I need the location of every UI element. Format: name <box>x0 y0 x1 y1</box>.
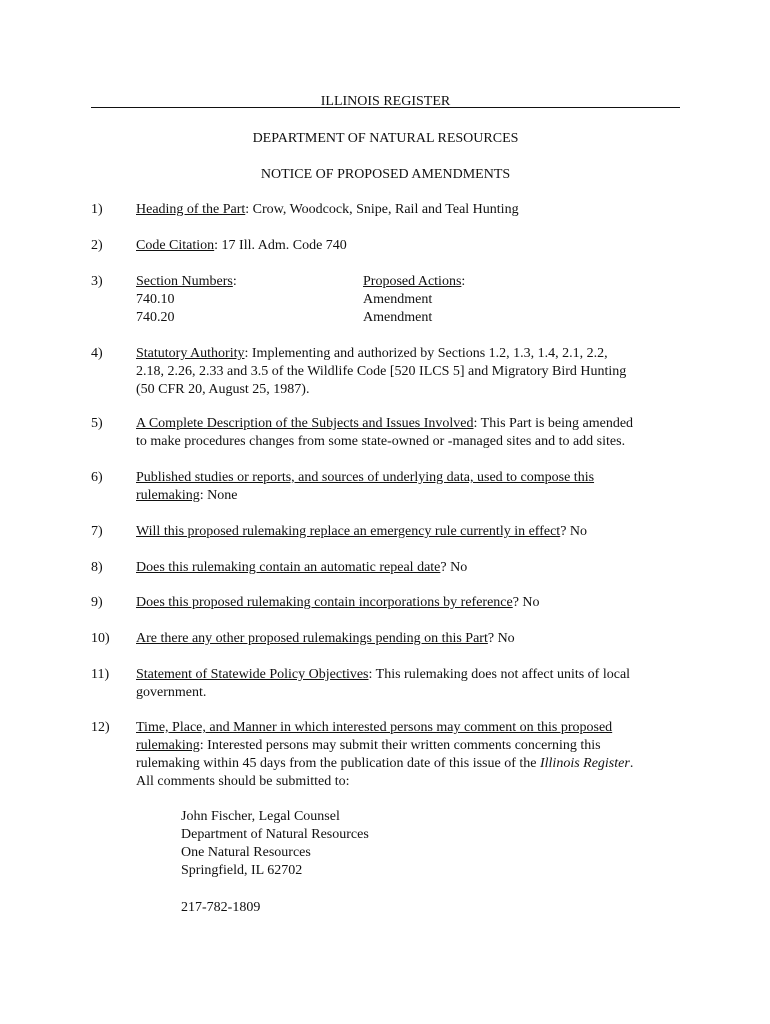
item-number: 5) <box>91 416 103 431</box>
item-label: Statement of Statewide Policy Objectives <box>136 667 369 682</box>
item-label: Are there any other proposed rulemakings pending on this Part <box>136 631 488 646</box>
contact-block <box>181 808 369 880</box>
section-table-row <box>136 309 682 327</box>
item-number: 3) <box>91 274 103 289</box>
contact-phone: 217-782-1809 <box>181 900 261 915</box>
item-body <box>136 201 682 219</box>
item-label: Heading of the Part <box>136 202 246 217</box>
contact-name: John Fischer, Legal Counsel <box>181 809 340 824</box>
department-title: DEPARTMENT OF NATURAL RESOURCES <box>252 131 519 146</box>
item-label: Time, Place, and Manner in which interested persons may comment on this proposed <box>136 720 613 735</box>
proposed-action: Amendment <box>363 310 433 325</box>
item-number: 7) <box>91 524 103 539</box>
notice-title: NOTICE OF PROPOSED AMENDMENTS <box>260 167 511 182</box>
item-number: 1) <box>91 202 103 217</box>
contact-street: One Natural Resources <box>181 845 311 860</box>
contact-org: Department of Natural Resources <box>181 827 369 842</box>
publication-name: Illinois Register <box>539 756 630 771</box>
item-label: Does this proposed rulemaking contain incorporations by reference <box>136 595 513 610</box>
item-body: Does this rulemaking contain an automatic repeal date? No <box>136 560 468 575</box>
item-body <box>136 237 682 255</box>
header-rule <box>91 107 680 108</box>
item-number: 11) <box>91 667 110 682</box>
item-number: 4) <box>91 346 103 361</box>
proposed-actions-label: Proposed Actions <box>363 274 462 289</box>
register-title: ILLINOIS REGISTER <box>320 94 451 109</box>
item-label: Will this proposed rulemaking replace an emergency rule currently in effect <box>136 524 561 539</box>
contact-city: Springfield, IL 62702 <box>181 863 303 878</box>
item-number: 2) <box>91 238 103 253</box>
item-label: Statutory Authority <box>136 346 245 361</box>
section-numbers-label: Section Numbers <box>136 274 233 289</box>
item-text: : 17 Ill. Adm. Code 740 <box>214 238 347 253</box>
item-body: A Complete Description of the Subjects and Issues Involved: This Part is being amended to make procedures changes from some state-owned or -managed sites and to add sites. <box>136 416 634 449</box>
item-number: 9) <box>91 595 103 610</box>
item-number: 8) <box>91 560 103 575</box>
section-number: 740.10 <box>136 292 175 307</box>
item-body: Are there any other proposed rulemakings pending on this Part? No <box>136 631 515 646</box>
item-body: Published studies or reports, and sources of underlying data, used to compose this rulemaking: None <box>136 469 682 505</box>
item-body: Time, Place, and Manner in which interested persons may comment on this proposed rulemaking: Interested persons may submit their written comments concerning this rulemaking within 45 days from the publication date of this issue of the Illinois Register. All comments should be submitted to: <box>136 719 682 791</box>
section-table-header: Section Numbers: Proposed Actions: <box>136 274 466 289</box>
item-label: A Complete Description of the Subjects and Issues Involved <box>136 416 474 431</box>
section-table-row <box>136 291 682 309</box>
item-text: : Crow, Woodcock, Snipe, Rail and Teal Hunting <box>245 202 519 217</box>
item-label: Code Citation <box>136 238 215 253</box>
item-number: 10) <box>91 631 110 646</box>
item-body: Will this proposed rulemaking replace an emergency rule currently in effect? No <box>136 524 588 539</box>
item-label: Does this rulemaking contain an automatic repeal date <box>136 560 441 575</box>
section-number: 740.20 <box>136 310 175 325</box>
item-body: Statement of Statewide Policy Objectives: This rulemaking does not affect units of local government. <box>136 667 631 700</box>
proposed-action: Amendment <box>363 292 433 307</box>
item-number: 6) <box>91 470 103 485</box>
item-body <box>136 273 682 327</box>
item-body: Statutory Authority: Implementing and authorized by Sections 1.2, 1.3, 1.4, 2.1, 2.2, 2.18, 2.26, 2.33 and 3.5 of the Wildlife Code [520 ILCS 5] and Migratory Bird Hunting (50 CFR 20, August 25, 1987). <box>136 346 627 397</box>
item-body: Does this proposed rulemaking contain incorporations by reference? No <box>136 595 540 610</box>
item-label: Published studies or reports, and sources of underlying data, used to compose this <box>136 470 595 485</box>
item-number: 12) <box>91 720 110 735</box>
